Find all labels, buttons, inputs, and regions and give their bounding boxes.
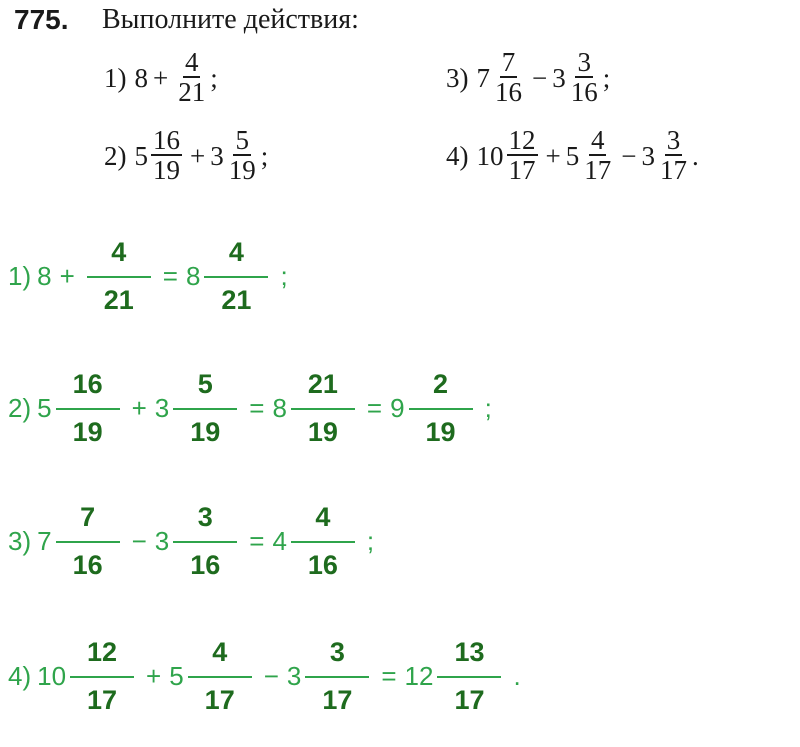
numerator: 4 <box>184 47 199 77</box>
denominator: 16 <box>570 77 598 108</box>
denominator: 19 <box>72 416 103 447</box>
problem-title: Выполните действия: <box>102 4 359 35</box>
numerator: 3 <box>305 638 369 678</box>
fraction <box>188 638 252 715</box>
numerator: 4 <box>590 125 605 155</box>
denominator: 17 <box>454 684 485 715</box>
numerator: 2 <box>409 370 473 410</box>
solution-2 <box>8 370 500 447</box>
solutions-block <box>0 210 800 747</box>
fraction <box>507 126 538 186</box>
denominator: 17 <box>508 155 536 186</box>
numerator: 21 <box>291 370 355 410</box>
fraction <box>493 48 524 108</box>
numerator: 7 <box>56 503 120 543</box>
fraction <box>151 126 182 186</box>
terminator: ; <box>260 140 269 171</box>
numerator: 13 <box>437 638 501 678</box>
denominator: 19 <box>307 416 338 447</box>
numerator: 12 <box>70 638 134 678</box>
numerator: 5 <box>173 370 237 410</box>
terminator: ; <box>210 62 218 93</box>
denominator: 17 <box>204 684 235 715</box>
terminator: . <box>513 661 521 692</box>
problem-block <box>0 0 800 205</box>
equals-sign: = <box>249 526 265 557</box>
denominator: 19 <box>190 416 221 447</box>
fraction <box>658 126 689 186</box>
operator: + <box>153 62 169 93</box>
denominator: 19 <box>153 155 180 186</box>
terminator: ; <box>280 261 288 292</box>
whole-number: 10 <box>476 140 504 171</box>
terminator: ; <box>602 62 611 93</box>
numerator: 4 <box>204 238 268 278</box>
whole-number: 7 <box>37 526 52 557</box>
fraction <box>173 503 237 580</box>
terminator: ; <box>366 526 375 557</box>
numerator: 7 <box>501 47 516 77</box>
numerator: 4 <box>87 238 151 278</box>
numerator: 16 <box>153 125 180 155</box>
solution-3 <box>8 503 382 580</box>
fraction <box>176 48 207 108</box>
task-label: 2) <box>104 140 127 171</box>
fraction <box>305 638 369 715</box>
denominator: 21 <box>221 284 252 315</box>
task-3 <box>446 48 610 108</box>
whole-number: 5 <box>565 140 580 171</box>
numerator: 4 <box>188 638 252 678</box>
fraction <box>56 503 120 580</box>
whole-number: 3 <box>641 140 655 171</box>
terminator: . <box>691 140 699 171</box>
fraction <box>569 48 600 108</box>
fraction <box>204 238 268 315</box>
whole-number: 3 <box>286 661 302 692</box>
denominator: 21 <box>103 284 134 315</box>
whole-number: 8 <box>272 393 287 424</box>
denominator: 17 <box>322 684 353 715</box>
fraction <box>173 370 237 447</box>
denominator: 17 <box>659 155 687 186</box>
operator: + <box>545 140 561 171</box>
problem-number: 775. <box>14 4 69 35</box>
task-4 <box>446 126 699 186</box>
whole-number: 9 <box>390 393 405 424</box>
fraction <box>291 370 355 447</box>
solution-label: 3) <box>8 526 32 557</box>
terminator: ; <box>484 393 492 424</box>
whole-number: 3 <box>154 393 170 424</box>
task-label: 3) <box>446 62 469 93</box>
fraction <box>437 638 501 715</box>
operator: − <box>532 62 548 93</box>
denominator: 21 <box>178 77 206 108</box>
task-1 <box>104 48 218 108</box>
whole-number: 5 <box>169 661 184 692</box>
task-label: 1) <box>104 62 127 93</box>
whole-number: 3 <box>154 526 170 557</box>
denominator: 16 <box>307 549 338 580</box>
solution-label: 2) <box>8 393 32 424</box>
whole-number: 5 <box>37 393 52 424</box>
fraction <box>87 238 151 315</box>
numerator: 5 <box>235 125 249 155</box>
solution-4 <box>8 638 529 715</box>
denominator: 16 <box>190 549 221 580</box>
fraction <box>582 126 613 186</box>
equals-sign: = <box>162 261 178 292</box>
operator: + <box>190 140 206 171</box>
fraction <box>291 503 355 580</box>
denominator: 17 <box>87 684 118 715</box>
whole-number: 8 <box>134 62 148 93</box>
denominator: 19 <box>228 155 256 186</box>
numerator: 3 <box>173 503 237 543</box>
numerator: 4 <box>291 503 355 543</box>
denominator: 16 <box>72 549 103 580</box>
whole-number: 8 <box>185 261 201 292</box>
whole-number: 8 <box>37 261 52 292</box>
whole-number: 10 <box>37 661 67 692</box>
solution-1 <box>8 238 296 315</box>
equals-sign: = <box>381 661 397 692</box>
solution-label: 1) <box>8 261 32 292</box>
denominator: 17 <box>584 155 612 186</box>
numerator: 3 <box>577 47 591 77</box>
numerator: 12 <box>508 125 536 155</box>
whole-number: 3 <box>552 62 566 93</box>
whole-number: 12 <box>404 661 434 692</box>
denominator: 19 <box>425 416 456 447</box>
whole-number: 4 <box>272 526 287 557</box>
task-2 <box>104 126 268 186</box>
solution-label: 4) <box>8 661 32 692</box>
denominator: 16 <box>495 77 522 108</box>
equals-sign: = <box>366 393 383 424</box>
operator: + <box>131 393 147 424</box>
equals-sign: = <box>249 393 265 424</box>
fraction <box>56 370 120 447</box>
operator: − <box>621 140 637 171</box>
task-label: 4) <box>446 140 469 171</box>
fraction <box>409 370 473 447</box>
operator: + <box>59 261 75 292</box>
fraction <box>70 638 134 715</box>
operator: + <box>146 661 162 692</box>
operator: − <box>263 661 279 692</box>
fraction <box>227 126 258 186</box>
whole-number: 7 <box>476 62 490 93</box>
numerator: 3 <box>666 125 681 155</box>
operator: − <box>131 526 147 557</box>
whole-number: 5 <box>134 140 148 171</box>
whole-number: 3 <box>210 140 224 171</box>
numerator: 16 <box>56 370 120 410</box>
